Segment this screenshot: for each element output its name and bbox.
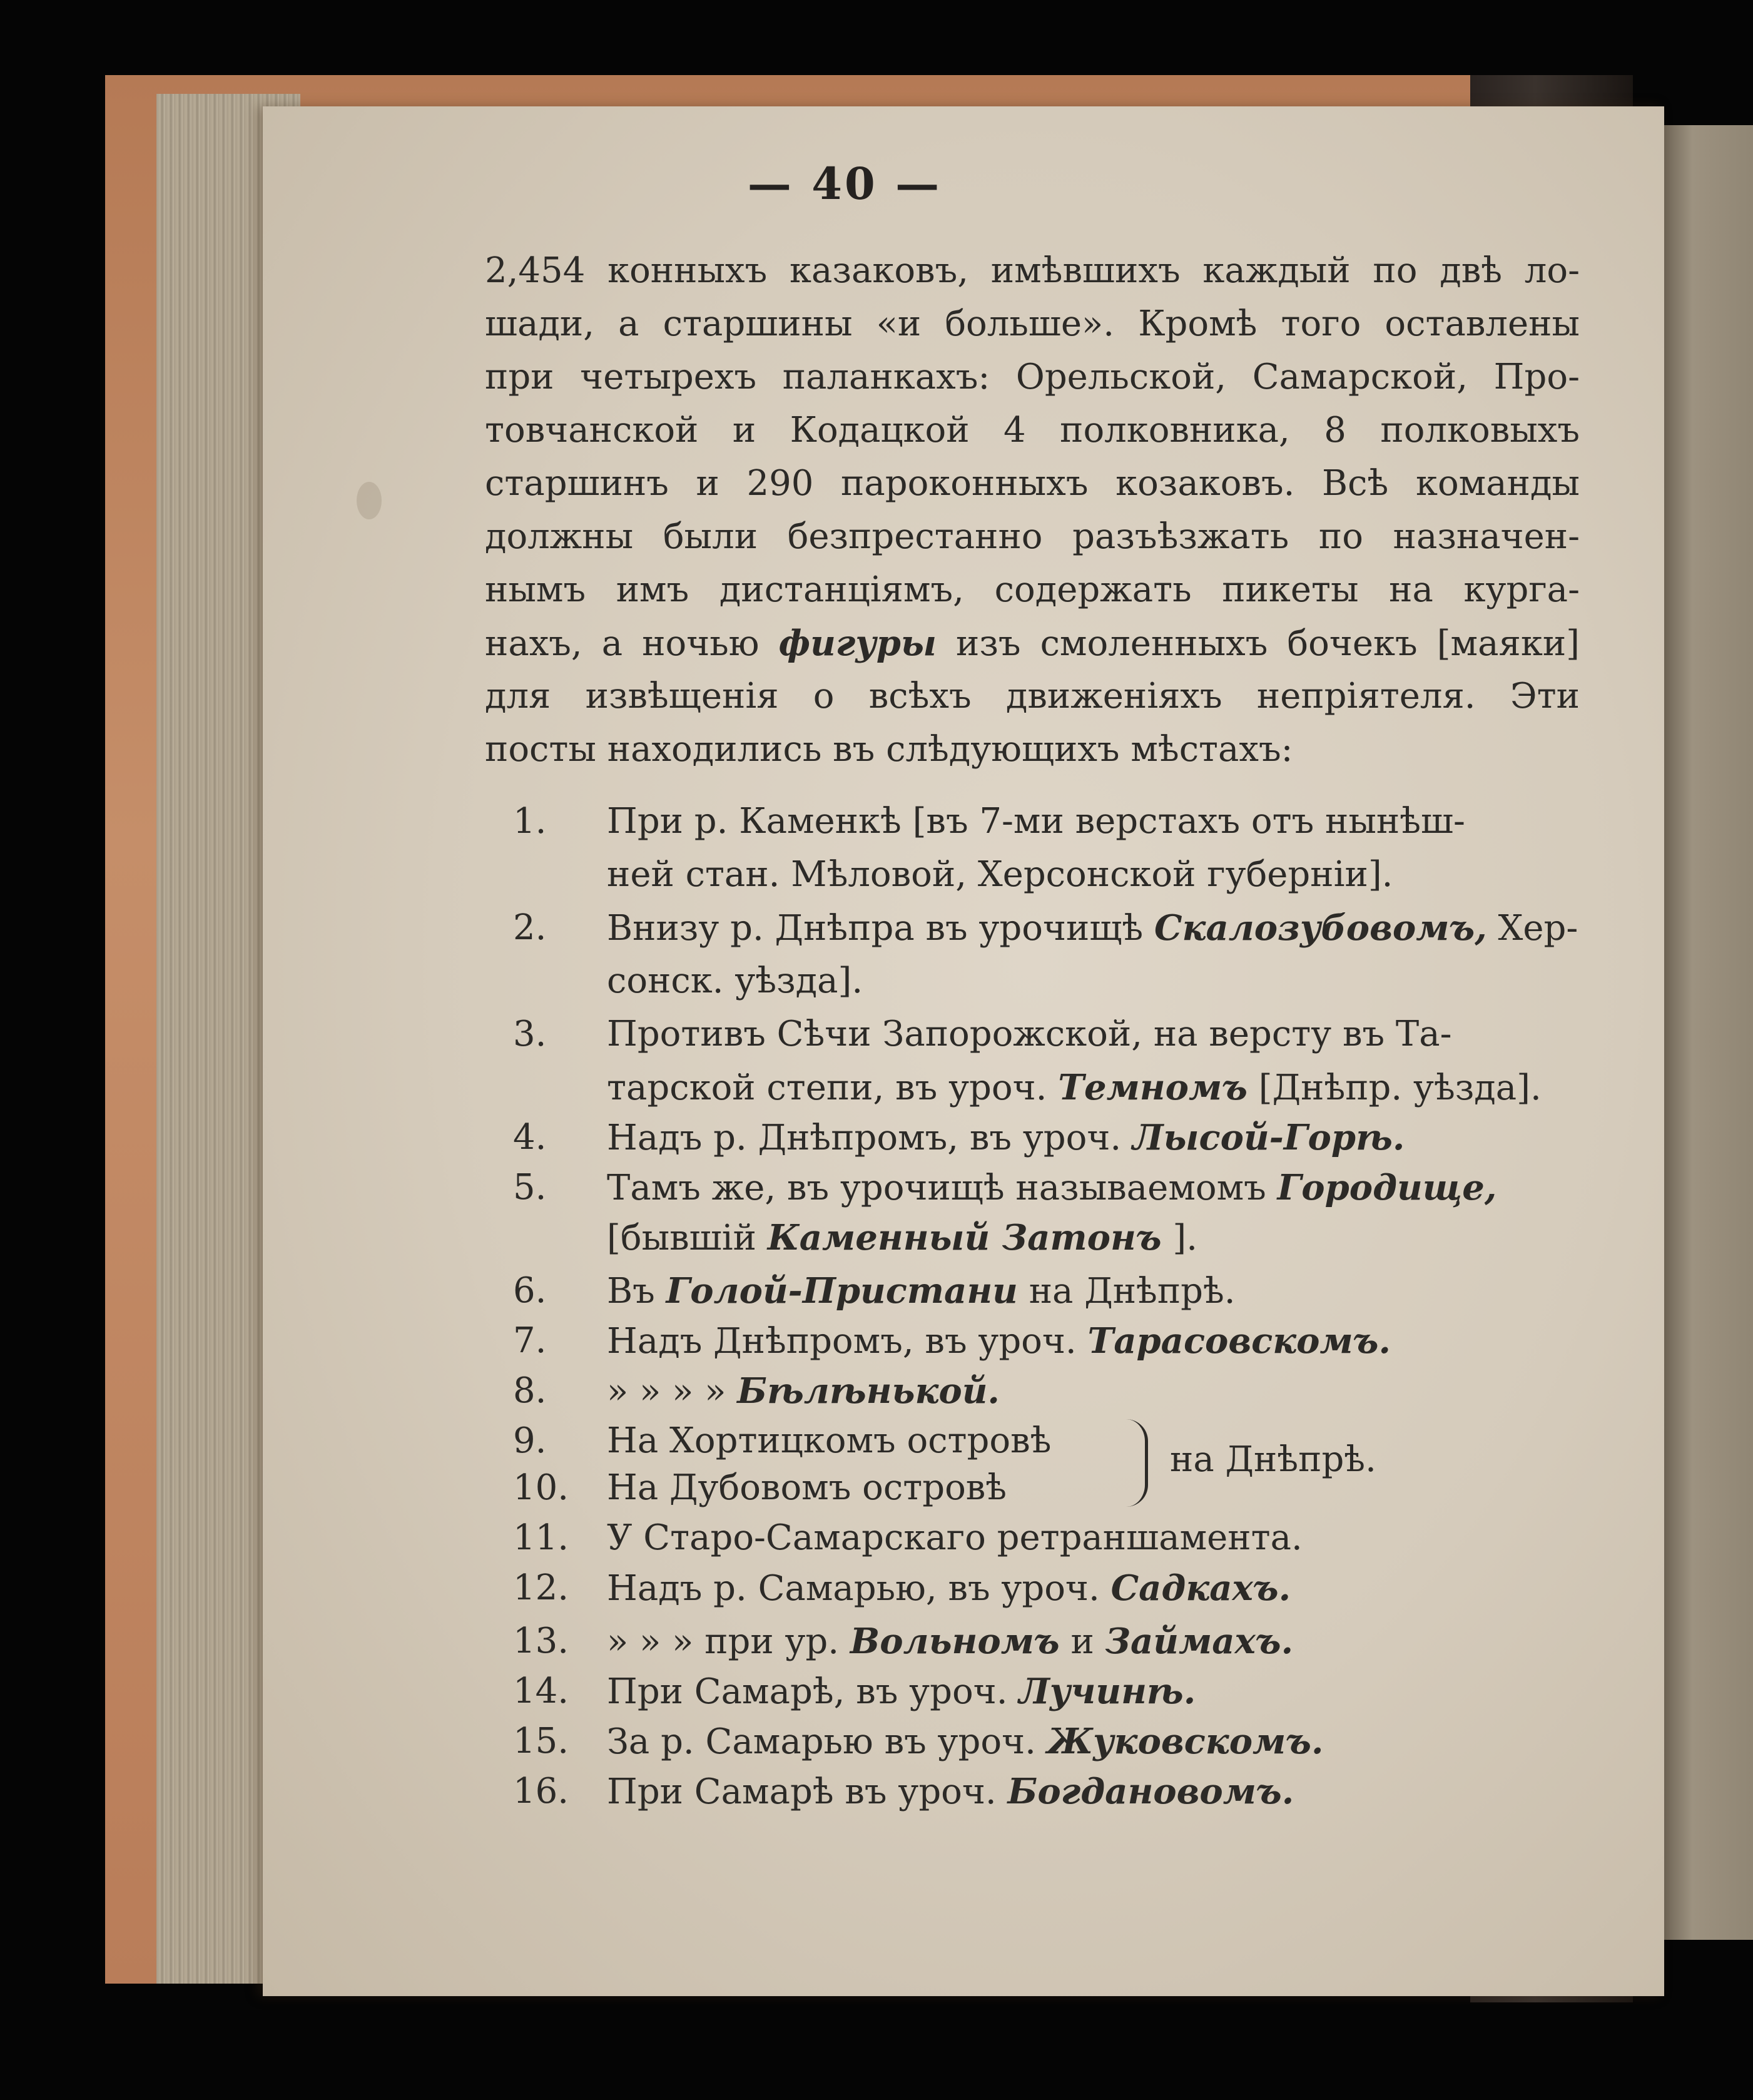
list-item (607, 854, 1393, 895)
list-item-text: Надъ р. Самарью, въ уроч. (607, 1568, 1100, 1609)
list-item (607, 1771, 1294, 1812)
paragraph-line: должны были безпрестанно разъѣзжать по назначен- (485, 516, 1580, 557)
list-number: 14. (513, 1671, 569, 1711)
list-number: 3. (513, 1014, 547, 1054)
list-item-text: При Самарѣ, въ уроч. (607, 1671, 1008, 1712)
facing-page-edge (1664, 125, 1753, 1940)
list-number: 5. (513, 1167, 547, 1208)
list-item-text: У Старо-Самарскаго ретраншамента. (607, 1517, 1303, 1558)
list-item-text: Тамъ же, въ урочищѣ называемомъ (607, 1168, 1266, 1208)
paragraph-line: шади, а старшины «и больше». Кромѣ того оставлены (485, 303, 1580, 344)
list-item (607, 1420, 1051, 1461)
list-item-place-name: Голой-Пристани (666, 1270, 1018, 1312)
list-number: 11. (513, 1517, 569, 1558)
page-number: — 40 — (747, 158, 942, 210)
paragraph-line: нахъ, а ночью фигуры изъ смоленныхъ бочекъ [маяки] (485, 623, 1580, 664)
list-item (607, 1671, 1196, 1712)
list-item-text: сонск. уѣзда]. (607, 961, 863, 1001)
list-item (607, 1167, 1496, 1208)
list-item-text: За р. Самарью въ уроч. (607, 1721, 1036, 1762)
list-item-text: Въ (607, 1271, 655, 1312)
list-item (607, 907, 1578, 949)
list-item-text: Противъ Сѣчи Запорожской, на версту въ Та- (607, 1014, 1452, 1054)
list-item-text: [бывшій (607, 1218, 756, 1258)
paragraph-line: посты находились въ слѣдующихъ мѣстахъ: (485, 729, 1293, 770)
list-item-tail: на Днѣпрѣ. (1029, 1271, 1236, 1312)
list-number: 13. (513, 1621, 569, 1661)
list-item-place-name: Каменный Затонъ (767, 1217, 1162, 1258)
list-item (607, 1217, 1197, 1258)
list-item (607, 1320, 1391, 1362)
list-item-place-name: Тарасовскомъ. (1087, 1320, 1391, 1362)
list-item-place-name: Бѣлѣнькой. (737, 1370, 1000, 1412)
list-item-place-name: Темномъ (1058, 1067, 1247, 1108)
list-item-tail: и (1070, 1621, 1094, 1662)
list-item-text: » » » при ур. (607, 1621, 840, 1662)
list-item-place-name: Садкахъ. (1110, 1567, 1291, 1609)
list-item (607, 1621, 1293, 1662)
list-item (607, 801, 1465, 842)
list-item-text: » » » » (607, 1371, 726, 1412)
list-item (607, 1117, 1405, 1158)
paragraph-line: для извѣщенія о всѣхъ движеніяхъ непріятеля. Эти (485, 676, 1580, 716)
paragraph-line: товчанской и Кодацкой 4 полковника, 8 полковыхъ (485, 410, 1580, 451)
paragraph-line: 2,454 конныхъ казаковъ, имѣвшихъ каждый по двѣ ло- (485, 250, 1580, 291)
list-item (607, 1067, 1542, 1108)
list-item (607, 1467, 1007, 1508)
list-item-tail: [Днѣпр. уѣзда]. (1258, 1068, 1542, 1108)
list-item-text: На Хортицкомъ островѣ (607, 1420, 1052, 1461)
list-number: 15. (513, 1721, 569, 1761)
brace-label: на Днѣпрѣ. (1170, 1439, 1376, 1480)
list-item-text: Надъ Днѣпромъ, въ уроч. (607, 1321, 1077, 1362)
list-number: 16. (513, 1771, 569, 1812)
list-item-tail: ]. (1172, 1218, 1198, 1258)
list-item-text: тарской степи, въ уроч. (607, 1068, 1047, 1108)
list-item-place-name: Городище, (1277, 1167, 1497, 1208)
list-item-text: При р. Каменкѣ [въ 7-ми верстахъ отъ нынѣш- (607, 801, 1465, 842)
list-item (607, 1721, 1324, 1762)
list-number: 9. (513, 1420, 547, 1461)
list-item (607, 1517, 1303, 1558)
list-item-place-name: Лучинѣ. (1019, 1671, 1196, 1712)
list-number: 8. (513, 1370, 547, 1411)
list-item (607, 1370, 1000, 1412)
list-number: 10. (513, 1467, 569, 1508)
list-item-text: При Самарѣ въ уроч. (607, 1771, 997, 1812)
list-item-place-name: Скалозубовомъ, (1154, 907, 1487, 949)
list-item-tail: Хер- (1498, 908, 1578, 949)
paragraph-line: старшинъ и 290 пароконныхъ козаковъ. Всѣ команды (485, 463, 1580, 504)
list-item (607, 961, 863, 1001)
list-item-place-name: Займахъ. (1105, 1621, 1294, 1662)
list-item-place-name: Богдановомъ. (1007, 1771, 1294, 1812)
list-item (607, 1567, 1291, 1609)
list-item-text: ней стан. Мѣловой, Херсонской губерніи]. (607, 854, 1393, 895)
list-item-place-name: Жуковскомъ. (1047, 1721, 1324, 1762)
brace-bracket (1126, 1419, 1148, 1507)
paragraph-line: при четырехъ паланкахъ: Орельской, Самарской, Про- (485, 357, 1580, 397)
list-item (607, 1270, 1236, 1312)
list-item-text: На Дубовомъ островѣ (607, 1467, 1007, 1508)
list-number: 1. (513, 801, 547, 842)
list-number: 6. (513, 1270, 547, 1311)
list-number: 12. (513, 1567, 569, 1608)
list-item (607, 1014, 1452, 1054)
list-item-place-name: Вольномъ (850, 1621, 1060, 1662)
list-number: 7. (513, 1320, 547, 1361)
list-item-text: Внизу р. Днѣпра въ урочищѣ (607, 908, 1144, 949)
list-item-text: Надъ р. Днѣпромъ, въ уроч. (607, 1118, 1122, 1158)
list-number: 4. (513, 1117, 547, 1158)
list-number: 2. (513, 907, 547, 948)
list-item-place-name: Лысой-Горѣ. (1132, 1117, 1405, 1158)
paragraph-line: нымъ имъ дистанціямъ, содержать пикеты на курга- (485, 569, 1580, 610)
